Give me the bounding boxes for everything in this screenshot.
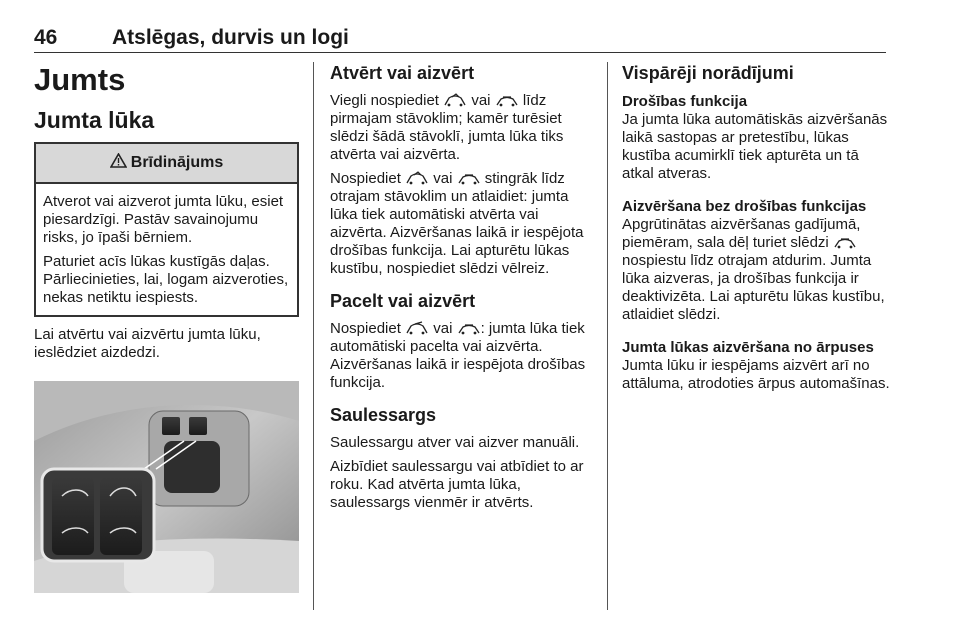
paragraph-open-close-2 <box>330 170 595 278</box>
paragraph-sunshade-2: Aizbīdiet saulessargu vai atbīdiet to ar roku. Kad atvērta jumta lūka, saulessargs vienmēr ir atvērts. <box>330 458 584 511</box>
heading-open-close: Atvērt vai aizvērt <box>330 63 475 83</box>
warning-heading: Brīdinājums <box>130 154 224 171</box>
page-header <box>34 26 886 52</box>
text-segment: : jumta lūka tiek automātiski pacelta vai aizvērta. Aizvēršanas laikā ir iespējota drošības funkcija. <box>330 320 586 391</box>
warning-body <box>36 184 297 315</box>
sunroof-tilt-icon <box>405 321 429 335</box>
heading-close-from-outside: Jumta lūkas aizvēršana no ārpuses <box>622 339 874 356</box>
section-title: Jumts <box>34 62 126 97</box>
text-segment: vai <box>471 92 491 109</box>
text-segment: nospiestu līdz otrajam atdurim. Jumta lūka aizveras, ja drošības funkcija ir deaktivizēta. Lai apturētu lūkas kustību, atlaidiet slēdzi. <box>622 252 885 323</box>
text-segment: līdz pirmajam stāvoklim; kamēr turēsiet slēdzi šādā stāvoklī, jumta lūka tiks atvērta vai aizvērta. <box>330 92 564 163</box>
column-divider-1 <box>313 62 314 610</box>
ignition-note: Lai atvērtu vai aizvērtu jumta lūku, ieslēdziet aizdedzi. <box>34 326 261 361</box>
sunroof-open-icon <box>443 93 467 107</box>
heading-raise-close: Pacelt vai aizvērt <box>330 291 476 311</box>
text-segment: Apgrūtinātas aizvēršanas gadījumā, piemēram, sala dēļ turiet slēdzi <box>622 216 861 251</box>
paragraph-safety-function: Ja jumta lūka automātiskās aizvēršanās laikā sastopas ar pretestību, lūkas kustība acumirklī tiek apturēta un tā atkal atveras. <box>622 111 888 182</box>
warning-header <box>36 144 297 184</box>
heading-sunshade: Saulessargs <box>330 405 437 425</box>
text-segment: Viegli nospiediet <box>330 92 439 109</box>
subsection-title: Jumta lūka <box>34 107 155 133</box>
header-rule <box>34 52 886 53</box>
text-segment: Nospiediet <box>330 320 401 337</box>
text-segment: stingrāk līdz otrajam stāvoklim un atlaidiet: jumta lūka tiek automātiski atvērta vai aizvērta. Aizvēršanas laikā ir iespējota drošības funkcija. Lai apturētu lūkas kustību, nospiediet slēdzi vēlreiz. <box>330 170 584 277</box>
paragraph-close-from-outside: Jumta lūku ir iespējams aizvērt arī no attāluma, atrodoties ārpus automašīnas. <box>622 357 890 392</box>
column-2 <box>330 62 595 518</box>
running-title: Atslēgas, durvis un logi <box>112 26 349 49</box>
warning-triangle-icon <box>110 153 127 173</box>
sunroof-close-icon <box>495 93 519 107</box>
paragraph-close-without-safety <box>622 216 892 324</box>
warning-paragraph: Atverot vai aizverot jumta lūku, esiet piesardzīgi. Pastāv savainojumu risks, jo īpaši bērniem. <box>43 193 284 246</box>
sunroof-close-icon <box>457 321 481 335</box>
column-divider-2 <box>607 62 608 610</box>
paragraph-raise-close <box>330 320 595 392</box>
heading-safety-function: Drošības funkcija <box>622 93 748 110</box>
sunroof-close-icon <box>833 235 857 249</box>
column-1 <box>34 62 299 593</box>
paragraph-open-close-1 <box>330 92 595 164</box>
page-number: 46 <box>34 26 58 49</box>
paragraph-sunshade-1: Saulessargu atver vai aizver manuāli. <box>330 434 580 451</box>
warning-box <box>34 142 299 317</box>
sunroof-switch-photo <box>34 381 299 593</box>
heading-close-without-safety: Aizvēršana bez drošības funkcijas <box>622 198 867 215</box>
warning-paragraph: Paturiet acīs lūkas kustīgās daļas. Pārliecinieties, lai, logam aizveroties, nekas netiktu iespiests. <box>43 253 289 306</box>
heading-general: Vispārēji norādījumi <box>622 63 794 83</box>
column-3 <box>622 62 892 399</box>
text-segment: vai <box>433 320 453 337</box>
sunroof-close-icon <box>457 171 481 185</box>
text-segment: vai <box>433 170 453 187</box>
sunroof-open-icon <box>405 171 429 185</box>
text-segment: Nospiediet <box>330 170 401 187</box>
